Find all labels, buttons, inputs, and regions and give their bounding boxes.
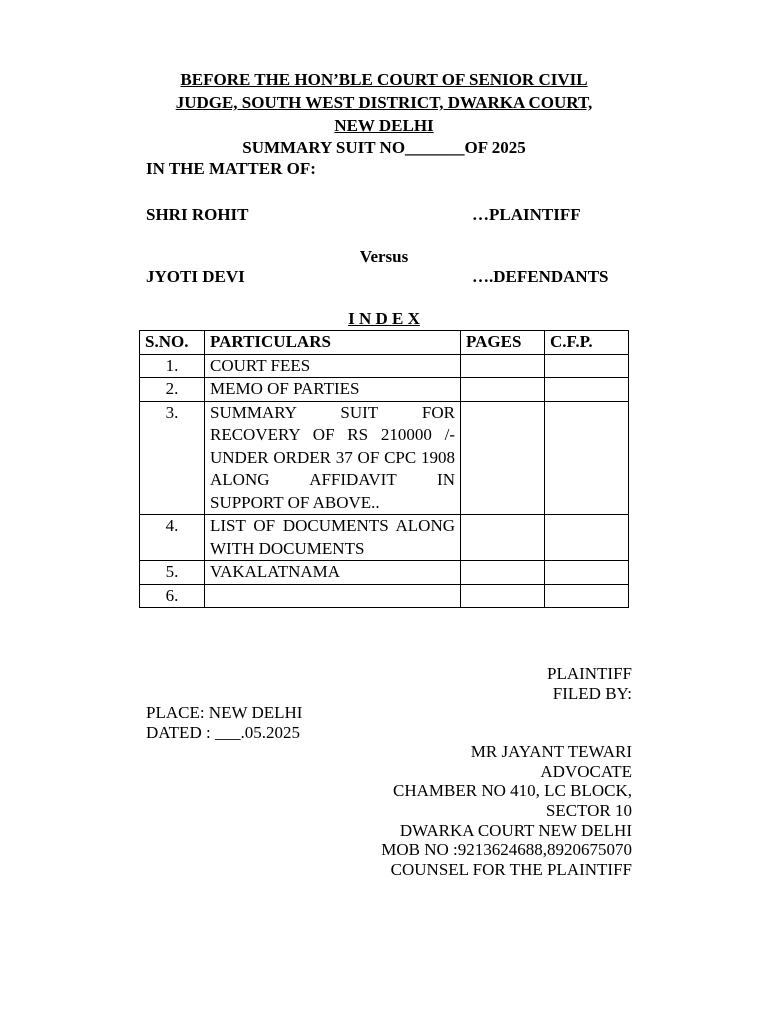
defendant-name: JYOTI DEVI xyxy=(146,267,245,286)
index-table xyxy=(139,330,629,608)
row-sno: 2. xyxy=(140,378,205,402)
plaintiff-role: …PLAINTIFF xyxy=(472,205,581,224)
row-sno: 3. xyxy=(140,401,205,515)
counsel-designation: ADVOCATE xyxy=(540,762,632,781)
court-heading-line-2: JUDGE, SOUTH WEST DISTRICT, DWARKA COURT, xyxy=(175,93,593,112)
row-cfp xyxy=(545,378,629,402)
sector-address: SECTOR 10 xyxy=(545,801,632,820)
row-sno: 1. xyxy=(140,354,205,378)
row-pages xyxy=(461,378,545,402)
table-row xyxy=(140,354,629,378)
row-particulars: LIST OF DOCUMENTS ALONG WITH DOCUMENTS xyxy=(205,515,461,561)
chamber-address: CHAMBER NO 410, LC BLOCK, xyxy=(393,781,632,800)
row-particulars: VAKALATNAMA xyxy=(205,561,461,585)
table-row xyxy=(140,515,629,561)
defendant-role: ….DEFENDANTS xyxy=(472,267,609,286)
column-header-sno: S.NO. xyxy=(140,331,205,355)
row-cfp xyxy=(545,354,629,378)
row-pages xyxy=(461,515,545,561)
row-cfp xyxy=(545,515,629,561)
row-sno: 4. xyxy=(140,515,205,561)
row-pages xyxy=(461,354,545,378)
table-row xyxy=(140,561,629,585)
row-pages xyxy=(461,561,545,585)
row-particulars xyxy=(205,584,461,608)
mobile-number: MOB NO :9213624688,8920675070 xyxy=(381,840,632,859)
filing-party: PLAINTIFF xyxy=(546,664,632,683)
index-header-row xyxy=(140,331,629,355)
row-particulars: MEMO OF PARTIES xyxy=(205,378,461,402)
index-title: I N D E X xyxy=(348,309,420,328)
versus-label: Versus xyxy=(359,247,409,266)
row-sno: 6. xyxy=(140,584,205,608)
counsel-for: COUNSEL FOR THE PLAINTIFF xyxy=(390,860,632,879)
column-header-particulars: PARTICULARS xyxy=(205,331,461,355)
matter-label: IN THE MATTER OF: xyxy=(146,159,316,178)
place-line: PLACE: NEW DELHI xyxy=(146,703,303,722)
court-heading-line-3: NEW DELHI xyxy=(334,116,434,135)
row-sno: 5. xyxy=(140,561,205,585)
court-address: DWARKA COURT NEW DELHI xyxy=(399,821,632,840)
row-pages xyxy=(461,584,545,608)
dated-line: DATED : ___.05.2025 xyxy=(146,723,300,742)
row-particulars: COURT FEES xyxy=(205,354,461,378)
row-cfp xyxy=(545,561,629,585)
column-header-cfp: C.F.P. xyxy=(545,331,629,355)
plaintiff-name: SHRI ROHIT xyxy=(146,205,249,224)
table-row xyxy=(140,401,629,515)
counsel-name: MR JAYANT TEWARI xyxy=(470,742,632,761)
table-row xyxy=(140,584,629,608)
row-cfp xyxy=(545,401,629,515)
row-particulars: SUMMARY SUIT FOR RECOVERY OF RS 210000 /- UNDER ORDER 37 OF CPC 1908 ALONG AFFIDAVIT IN SUPPORT OF ABOVE.. xyxy=(205,401,461,515)
table-row xyxy=(140,378,629,402)
row-cfp xyxy=(545,584,629,608)
court-heading-line-1: BEFORE THE HON’BLE COURT OF SENIOR CIVIL xyxy=(180,70,588,89)
row-pages xyxy=(461,401,545,515)
column-header-pages: PAGES xyxy=(461,331,545,355)
suit-number: SUMMARY SUIT NO_______OF 2025 xyxy=(242,138,526,157)
filed-by-label: FILED BY: xyxy=(552,684,632,703)
